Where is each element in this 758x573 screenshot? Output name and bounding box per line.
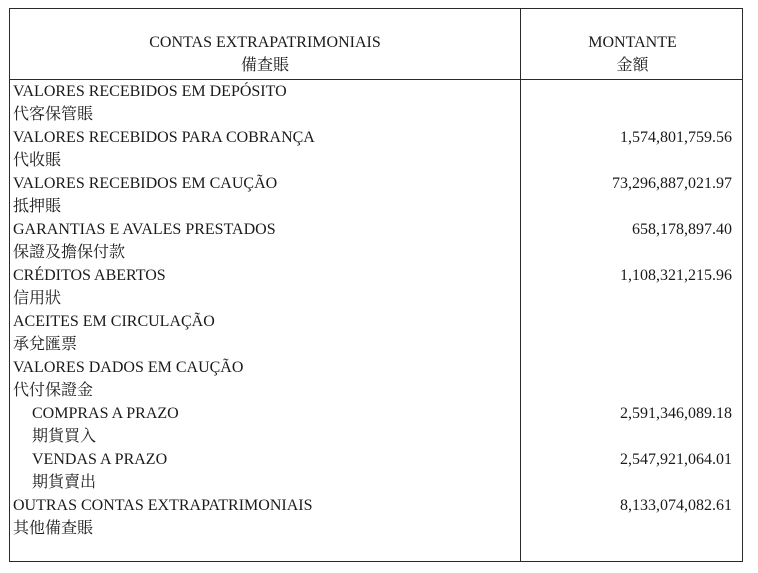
row-label: 代付保證金 <box>13 382 94 399</box>
table-row <box>10 172 742 195</box>
table-row <box>10 241 742 264</box>
row-label: GARANTIAS E AVALES PRESTADOS <box>13 221 276 238</box>
row-label: VALORES RECEBIDOS PARA COBRANÇA <box>13 129 315 146</box>
row-label: COMPRAS A PRAZO <box>32 405 179 422</box>
row-amount: 73,296,887,021.97 <box>612 175 732 192</box>
table-row <box>10 264 742 287</box>
row-label: 其他備查賬 <box>13 520 94 537</box>
off-balance-sheet-table <box>9 8 743 562</box>
row-label: VALORES DADOS EM CAUÇÃO <box>13 359 244 376</box>
table-row <box>10 471 742 494</box>
row-amount: 2,547,921,064.01 <box>620 451 732 468</box>
row-label: 代收賬 <box>13 152 62 169</box>
amount-header-pt: MONTANTE <box>588 34 677 51</box>
row-label: VALORES RECEBIDOS EM CAUÇÃO <box>13 175 278 192</box>
row-label: ACEITES EM CIRCULAÇÃO <box>13 313 215 330</box>
row-amount: 658,178,897.40 <box>632 221 732 238</box>
amount-header-zh: 金額 <box>616 57 649 74</box>
row-label: 期貨賣出 <box>32 474 97 491</box>
row-label: 抵押賬 <box>13 198 62 215</box>
table-row <box>10 310 742 333</box>
row-label: VENDAS A PRAZO <box>32 451 168 468</box>
table-row <box>10 494 742 517</box>
row-amount: 2,591,346,089.18 <box>620 405 732 422</box>
table-row <box>10 287 742 310</box>
table-row <box>10 333 742 356</box>
table-row <box>10 80 742 103</box>
table-row <box>10 402 742 425</box>
row-amount: 8,133,074,082.61 <box>620 497 732 514</box>
amount-column-header <box>521 31 744 77</box>
row-label: 承兌匯票 <box>13 336 78 353</box>
row-amount: 1,574,801,759.56 <box>620 129 732 146</box>
row-label: VALORES RECEBIDOS EM DEPÓSITO <box>13 83 287 100</box>
table-row <box>10 195 742 218</box>
table-row <box>10 103 742 126</box>
table-body <box>10 80 742 540</box>
table-row <box>10 149 742 172</box>
table-row <box>10 448 742 471</box>
table-row <box>10 517 742 540</box>
row-label: 保證及擔保付款 <box>13 244 126 261</box>
table-row <box>10 425 742 448</box>
table-row <box>10 218 742 241</box>
row-label: OUTRAS CONTAS EXTRAPATRIMONIAIS <box>13 497 313 514</box>
accounts-column-header <box>10 31 520 77</box>
table-row <box>10 356 742 379</box>
row-amount: 1,108,321,215.96 <box>620 267 732 284</box>
table-row <box>10 126 742 149</box>
table-row <box>10 379 742 402</box>
accounts-header-pt: CONTAS EXTRAPATRIMONIAIS <box>149 34 381 51</box>
row-label: 信用狀 <box>13 290 62 307</box>
accounts-header-zh: 備查賬 <box>240 57 289 74</box>
row-label: 期貨買入 <box>32 428 97 445</box>
row-label: CRÉDITOS ABERTOS <box>13 267 166 284</box>
row-label: 代客保管賬 <box>13 106 94 123</box>
